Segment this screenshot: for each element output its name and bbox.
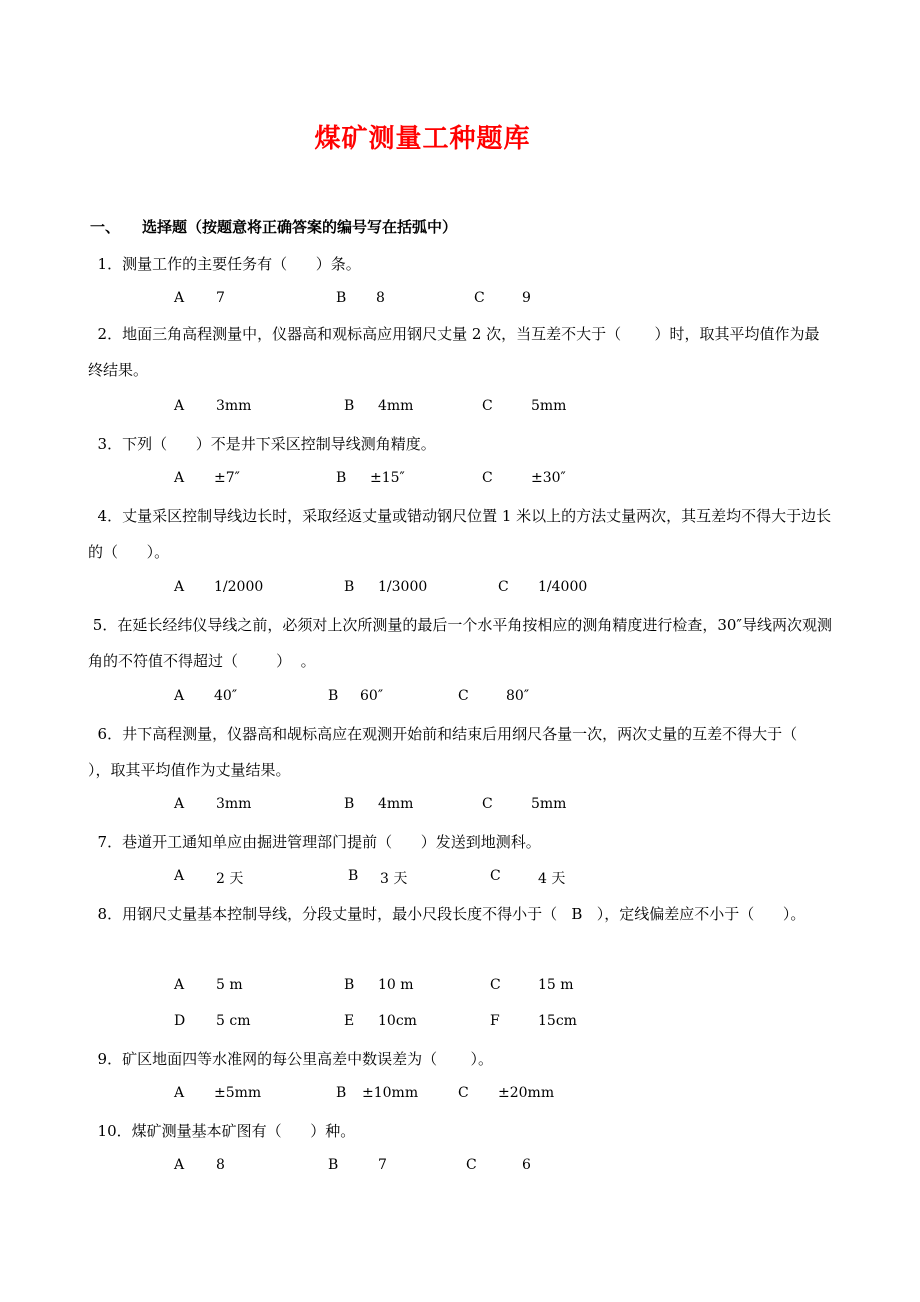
option-value: ±5mm xyxy=(214,1085,262,1101)
option-letter: C xyxy=(490,977,501,993)
option-value: 8 xyxy=(216,1157,225,1173)
question-9: 9．矿区地面四等水准网的每公里高差中数误差为（ ）。 xyxy=(88,1050,493,1068)
option-letter: B xyxy=(336,470,347,486)
option-letter: C xyxy=(482,470,493,486)
option-letter: A xyxy=(174,579,185,595)
option-value: 6 xyxy=(522,1157,531,1173)
option-value: 3mm xyxy=(216,796,252,812)
option-value: 1/3000 xyxy=(378,579,428,595)
option-letter: C xyxy=(482,796,493,812)
option-letter: A xyxy=(174,290,185,306)
option-letter: A xyxy=(174,977,185,993)
option-value: 8 xyxy=(376,290,385,306)
option-letter: C xyxy=(490,868,501,884)
option-letter: B xyxy=(344,977,355,993)
option-value: ±10mm xyxy=(362,1085,419,1101)
option-value: 3 天 xyxy=(380,871,408,887)
option-value: 7 xyxy=(378,1157,387,1173)
option-value: 60″ xyxy=(360,688,384,704)
option-value: ±30″ xyxy=(531,470,566,486)
option-letter: A xyxy=(174,868,185,884)
question-10: 10．煤矿测量基本矿图有（ ）种。 xyxy=(88,1122,356,1140)
option-value: 15cm xyxy=(538,1013,577,1029)
section-label: 选择题（按题意将正确答案的编号写在括弧中） xyxy=(142,218,458,236)
option-letter: A xyxy=(174,1157,185,1173)
option-letter: A xyxy=(174,470,185,486)
question-2: 2．地面三角高程测量中，仪器高和观标高应用钢尺丈量 2 次，当互差不大于（ ）时，取其平均值作为最终结果。 xyxy=(88,325,820,379)
question-7: 7．巷道开工通知单应由掘进管理部门提前（ ）发送到地测科。 xyxy=(88,833,541,851)
option-letter: B xyxy=(344,398,355,414)
option-value: ±20mm xyxy=(498,1085,555,1101)
question-1: 1．测量工作的主要任务有（ ）条。 xyxy=(88,255,361,273)
option-value: 10 m xyxy=(378,977,414,993)
option-value: 10cm xyxy=(378,1013,417,1029)
option-value: 4mm xyxy=(378,398,414,414)
option-value: 4mm xyxy=(378,796,414,812)
question-6: 6．井下高程测量，仪器高和觇标高应在观测开始前和结束后用纲尺各量一次，两次丈量的互差不得大于（ ），取其平均值作为丈量结果。 xyxy=(88,725,831,779)
option-value: 1/4000 xyxy=(538,579,588,595)
option-value: 5 cm xyxy=(216,1013,251,1029)
option-letter: D xyxy=(174,1013,186,1029)
option-value: 7 xyxy=(216,290,225,306)
option-value: 2 天 xyxy=(216,871,244,887)
option-value: 5 m xyxy=(216,977,243,993)
option-letter: C xyxy=(482,398,493,414)
option-value: 15 m xyxy=(538,977,574,993)
option-value: 4 天 xyxy=(538,871,566,887)
option-value: 1/2000 xyxy=(214,579,264,595)
option-letter: B xyxy=(348,868,359,884)
option-value: 9 xyxy=(522,290,531,306)
option-letter: C xyxy=(466,1157,477,1173)
option-letter: C xyxy=(474,290,485,306)
option-letter: A xyxy=(174,796,185,812)
option-letter: C xyxy=(458,1085,469,1101)
option-letter: A xyxy=(174,1085,185,1101)
section-number: 一、 xyxy=(90,218,121,236)
option-letter: C xyxy=(498,579,509,595)
option-value: 40″ xyxy=(214,688,238,704)
question-8: 8．用钢尺丈量基本控制导线，分段丈量时，最小尺段长度不得小于（ B ），定线偏差应不小于（ ）。 xyxy=(88,905,806,923)
option-letter: B xyxy=(328,1157,339,1173)
section-heading xyxy=(90,216,457,237)
option-letter: B xyxy=(336,290,347,306)
option-letter: A xyxy=(174,398,185,414)
option-value: ±7″ xyxy=(214,470,240,486)
option-letter: A xyxy=(174,688,185,704)
option-value: ±15″ xyxy=(370,470,405,486)
option-letter: C xyxy=(458,688,469,704)
option-letter: E xyxy=(344,1013,355,1029)
option-letter: B xyxy=(344,796,355,812)
option-letter: F xyxy=(490,1013,500,1029)
option-value: 5mm xyxy=(531,398,567,414)
document-title: 煤矿测量工种题库 xyxy=(314,124,531,154)
option-value: 5mm xyxy=(531,796,567,812)
option-letter: B xyxy=(328,688,339,704)
question-5: 5．在延长经纬仪导线之前，必须对上次所测量的最后一个水平角按相应的测角精度进行检查，30″导线两次观测角的不符值不得超过（ ） 。 xyxy=(88,616,833,670)
option-value: 80″ xyxy=(506,688,530,704)
question-3: 3．下列（ ）不是井下采区控制导线测角精度。 xyxy=(88,435,436,453)
option-value: 3mm xyxy=(216,398,252,414)
option-letter: B xyxy=(344,579,355,595)
question-4: 4．丈量采区控制导线边长时，采取经返丈量或错动钢尺位置 1 米以上的方法丈量两次，其互差均不得大于边长的（ ）。 xyxy=(88,507,832,561)
option-letter: B xyxy=(336,1085,347,1101)
